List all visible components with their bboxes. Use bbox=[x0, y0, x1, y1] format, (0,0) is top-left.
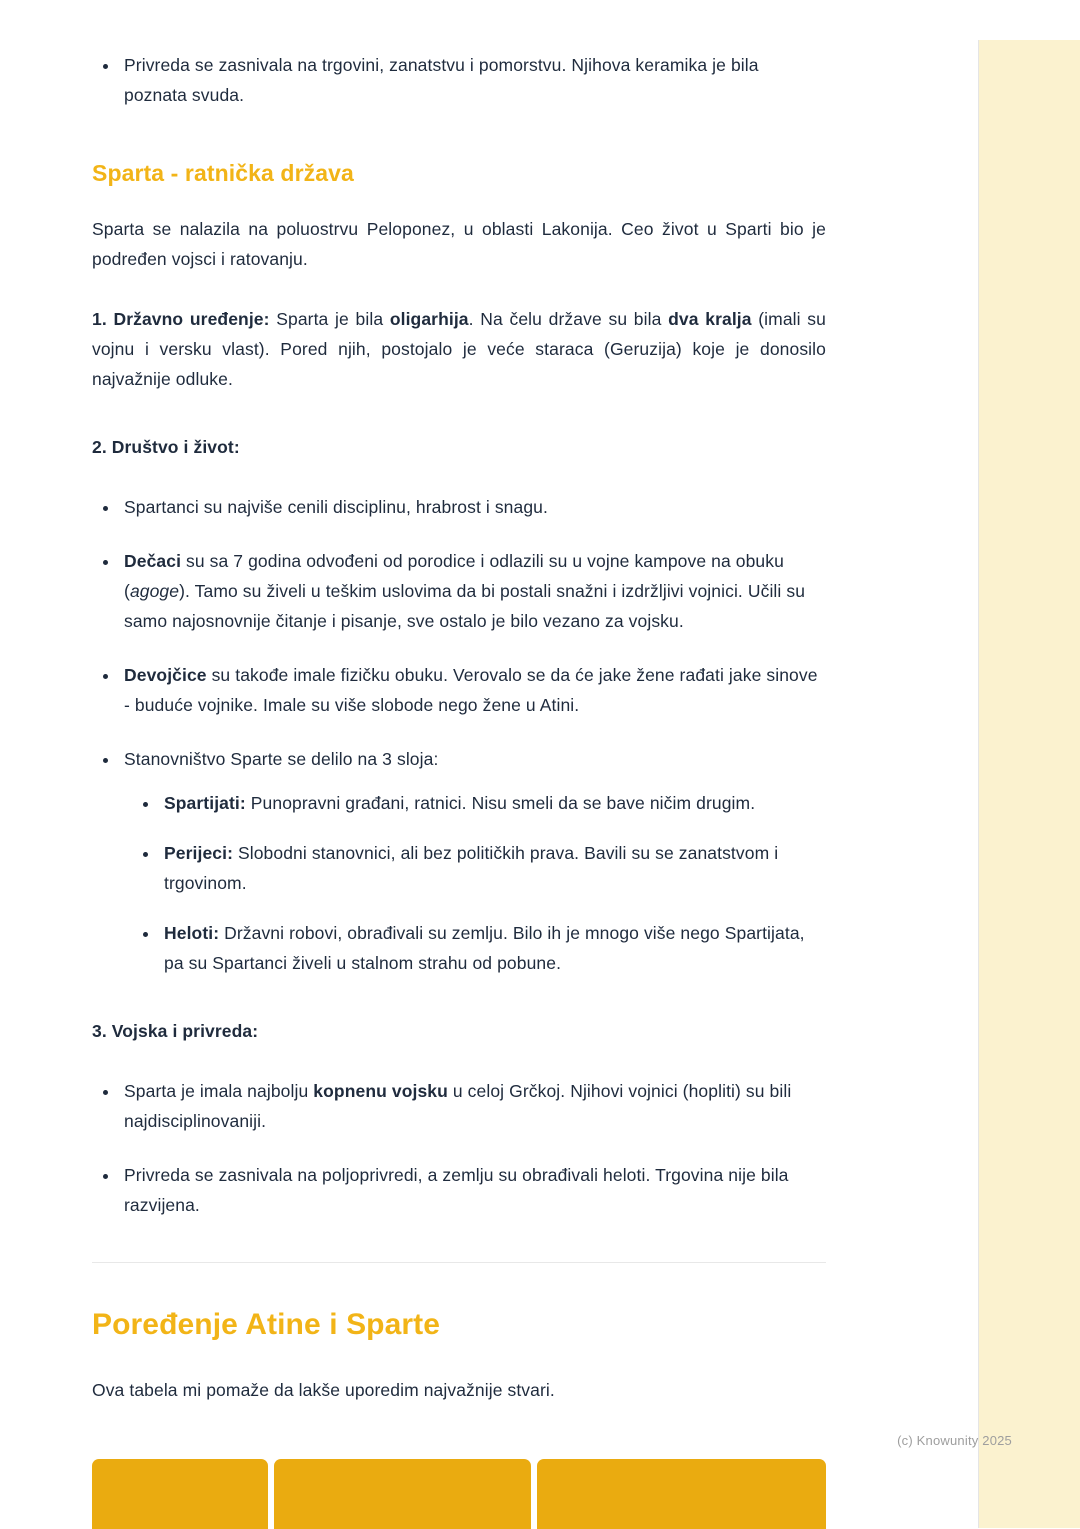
table-header-cell bbox=[274, 1459, 531, 1529]
society-bullet-list bbox=[92, 492, 826, 978]
list-item bbox=[120, 1076, 826, 1136]
list-item bbox=[120, 744, 826, 978]
bullet-text: Heloti: Državni robovi, obrađivali su zemlju. Bilo ih je mnogo više nego Spartijata, pa su Spartanci živeli u stalnom strahu od pobune. bbox=[164, 923, 805, 973]
government-paragraph: 1. Državno uređenje: Sparta je bila oligarhija. Na čelu države su bila dva kralja (imali su vojnu i versku vlast). Pored njih, postojalo je veće staraca (Geruzija) koje je donosilo najvažnije odluke. bbox=[92, 309, 826, 389]
list-item bbox=[120, 492, 826, 522]
list-item bbox=[120, 660, 826, 720]
list-item bbox=[160, 838, 826, 898]
bullet-text: Spartijati: Punopravni građani, ratnici. Nisu smeli da se bave ničim drugim. bbox=[164, 793, 756, 813]
document-content bbox=[92, 50, 826, 1529]
bullet-text: Dečaci su sa 7 godina odvođeni od porodice i odlazili su u vojne kampove na obuku (agoge). Tamo su živeli u teškim uslovima da bi postali snažni i izdržljivi vojnici. Učili su samo najosnovnije čitanje i pisanje, sve ostalo je bilo vezano za vojsku. bbox=[124, 551, 806, 631]
bullet-text: Perijeci: Slobodni stanovnici, ali bez političkih prava. Bavili su se zanatstvom i trgovinom. bbox=[164, 843, 779, 893]
comparison-table-header-row bbox=[92, 1459, 826, 1529]
watermark: (c) Knowunity 2025 bbox=[897, 1433, 1012, 1448]
section-divider bbox=[92, 1262, 826, 1263]
page-edge-band bbox=[978, 40, 1080, 1528]
military-bullet-list bbox=[92, 1076, 826, 1220]
list-item bbox=[120, 546, 826, 636]
social-classes-list bbox=[124, 788, 826, 978]
military-heading: 3. Vojska i privreda: bbox=[92, 1021, 259, 1041]
list-item bbox=[120, 50, 826, 110]
bullet-text: Privreda se zasnivala na poljoprivredi, a zemlju su obrađivali heloti. Trgovina nije bila razvijena. bbox=[124, 1165, 789, 1215]
list-item bbox=[160, 918, 826, 978]
bullet-text: Spartanci su najviše cenili disciplinu, hrabrost i snagu. bbox=[124, 497, 548, 517]
bullet-text: Devojčice su takođe imale fizičku obuku. Verovalo se da će jake žene rađati jake sinove - buduće vojnike. Imale su više slobode nego žene u Atini. bbox=[124, 665, 818, 715]
comparison-intro-paragraph: Ova tabela mi pomaže da lakše uporedim najvažnije stvari. bbox=[92, 1380, 555, 1400]
society-heading: 2. Društvo i život: bbox=[92, 437, 240, 457]
bullet-text: Sparta je imala najbolju kopnenu vojsku u celoj Grčkoj. Njihovi vojnici (hopliti) su bili najdisciplinovaniji. bbox=[124, 1081, 792, 1131]
section-title-sparta: Sparta - ratnička država bbox=[92, 160, 354, 186]
intro-bullet-list bbox=[92, 50, 826, 110]
list-item bbox=[120, 1160, 826, 1220]
sparta-intro-paragraph: Sparta se nalazila na poluostrvu Peloponez, u oblasti Lakonija. Ceo život u Sparti bio je podređen vojsci i ratovanju. bbox=[92, 219, 826, 269]
comparison-title: Poređenje Atine i Sparte bbox=[92, 1308, 441, 1341]
bullet-text: Privreda se zasnivala na trgovini, zanatstvu i pomorstvu. Njihova keramika je bila poznata svuda. bbox=[124, 55, 759, 105]
table-header-cell bbox=[92, 1459, 268, 1529]
table-header-cell bbox=[537, 1459, 826, 1529]
bullet-text: Stanovništvo Sparte se delilo na 3 sloja: bbox=[124, 749, 439, 769]
list-item bbox=[160, 788, 826, 818]
